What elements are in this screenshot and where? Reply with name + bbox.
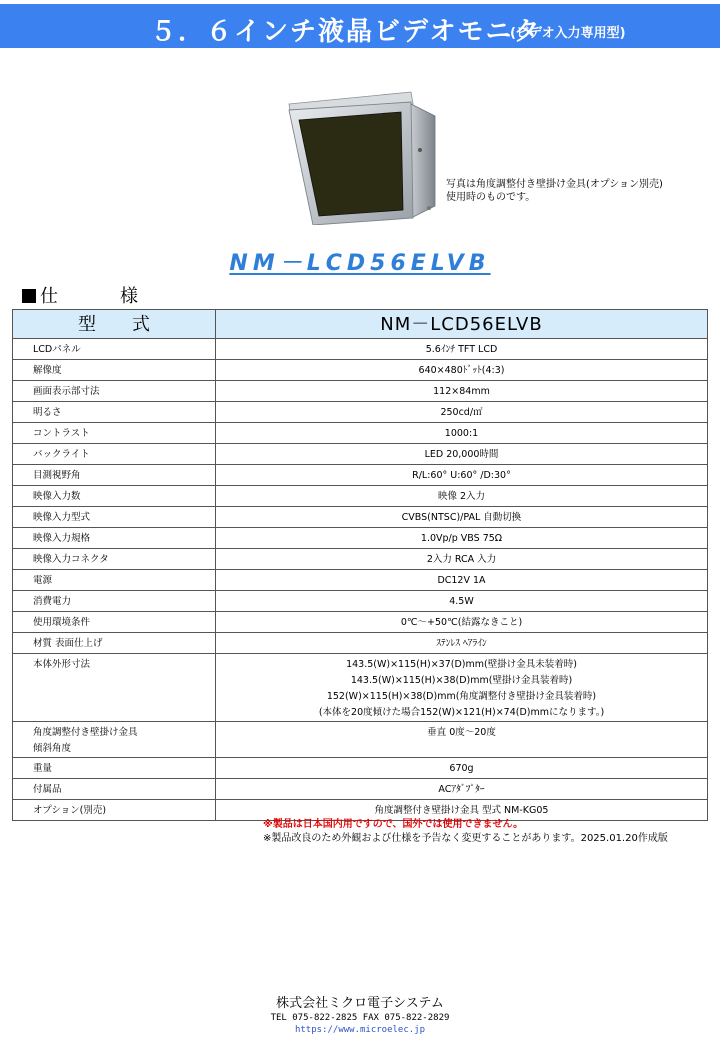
row-value: 2入力 RCA 入力: [216, 549, 708, 570]
page-subtitle: (ビデオ入力専用型): [510, 26, 626, 41]
row-key: 映像入力規格: [13, 528, 216, 549]
row-value: 垂直 0度～20度: [216, 722, 708, 758]
table-row: [13, 758, 708, 779]
row-value: 1000:1: [216, 423, 708, 444]
table-row: [13, 591, 708, 612]
website-link[interactable]: https://www.microelec.jp: [294, 1025, 426, 1035]
table-row: [13, 633, 708, 654]
row-value: 映像 2入力: [216, 486, 708, 507]
table-row: [13, 381, 708, 402]
table-row: [13, 465, 708, 486]
row-key: バックライト: [13, 444, 216, 465]
table-row: [13, 570, 708, 591]
caption-line: 使用時のものです。: [446, 192, 536, 203]
change-note: ※製品改良のため外観および仕様を予告なく変更することがあります。2025.01.20作成版: [263, 833, 668, 844]
row-value: 4.5W: [216, 591, 708, 612]
header-value: NM－LCD56ELVB: [216, 310, 708, 339]
table-row: [13, 339, 708, 360]
row-value: ACｱﾀﾞﾌﾟﾀｰ: [216, 779, 708, 800]
table-row-dimensions: [13, 654, 708, 722]
title-bar: [0, 4, 720, 48]
row-key: 付属品: [13, 779, 216, 800]
domestic-use-note: ※製品は日本国内用ですので、国外では使用できません。: [263, 819, 524, 830]
table-row: [13, 360, 708, 381]
table-row-tilt: [13, 722, 708, 758]
table-row: [13, 549, 708, 570]
row-value: 5.6ｲﾝﾁ TFT LCD: [216, 339, 708, 360]
row-key: 映像入力数: [13, 486, 216, 507]
row-key: 明るさ: [13, 402, 216, 423]
row-key: 材質 表面仕上げ: [13, 633, 216, 654]
row-key: 解像度: [13, 360, 216, 381]
row-value: 1.0Vp/p VBS 75Ω: [216, 528, 708, 549]
row-value: R/L:60° U:60° /D:30°: [216, 465, 708, 486]
caption-line: 写真は角度調整付き壁掛け金具(オプション別売): [446, 179, 663, 190]
row-key: 目測視野角: [13, 465, 216, 486]
model-heading: NM－LCD56ELVB: [229, 251, 491, 276]
table-row: [13, 486, 708, 507]
row-key-line: 角度調整付き壁掛け金具: [33, 727, 138, 738]
row-key: 映像入力型式: [13, 507, 216, 528]
row-value: CVBS(NTSC)/PAL 自動切換: [216, 507, 708, 528]
row-key: 消費電力: [13, 591, 216, 612]
bullet-square-icon: [22, 289, 36, 303]
row-value: 670g: [216, 758, 708, 779]
row-key: 使用環境条件: [13, 612, 216, 633]
row-key-line: 傾斜角度: [33, 743, 72, 754]
row-key: 画面表示部寸法: [13, 381, 216, 402]
dimension-line: 143.5(W)×115(H)×38(D)mm(壁掛け金具装着時): [350, 675, 573, 686]
table-row: [13, 528, 708, 549]
table-row: [13, 402, 708, 423]
table-row: [13, 423, 708, 444]
row-key: 重量: [13, 758, 216, 779]
row-value: 角度調整付き壁掛け金具 型式 NM-KG05: [216, 800, 708, 821]
header-key: 型式: [13, 310, 216, 339]
product-photo: [283, 90, 438, 225]
row-value: 112×84mm: [216, 381, 708, 402]
footer: [0, 996, 720, 1036]
page-title: ５．６インチ液晶ビデオモニタ: [150, 17, 542, 47]
table-row: [13, 779, 708, 800]
table-row: [13, 507, 708, 528]
row-key: 電源: [13, 570, 216, 591]
tel-fax: TEL 075-822-2825 FAX 075-822-2829: [270, 1013, 450, 1023]
row-value: [216, 654, 708, 722]
spec-table-header: [13, 310, 708, 339]
table-row: [13, 612, 708, 633]
row-value: 640×480ﾄﾞｯﾄ(4:3): [216, 360, 708, 381]
row-key: 本体外形寸法: [13, 654, 216, 722]
company-name: 株式会社ミクロ電子システム: [276, 996, 444, 1011]
spec-heading: [22, 282, 138, 308]
row-value: 0℃～+50℃(結露なきこと): [216, 612, 708, 633]
row-key: コントラスト: [13, 423, 216, 444]
spec-table: [12, 309, 708, 821]
dimension-line: 152(W)×115(H)×38(D)mm(角度調整付き壁掛け金具装着時): [326, 691, 597, 702]
dimension-line: 143.5(W)×115(H)×37(D)mm(壁掛け金具未装着時): [346, 659, 577, 670]
table-row: [13, 444, 708, 465]
row-key: オプション(別売): [13, 800, 216, 821]
row-key: 映像入力コネクタ: [13, 549, 216, 570]
photo-caption: [446, 178, 663, 204]
spec-heading-part: 仕: [40, 286, 58, 307]
spec-heading-part: 様: [120, 286, 138, 307]
row-value: ｽﾃﾝﾚｽ ﾍｱﾗｲﾝ: [216, 633, 708, 654]
row-key: LCDパネル: [13, 339, 216, 360]
dimension-line: (本体を20度傾けた場合152(W)×121(H)×74(D)mmになります。): [318, 707, 605, 718]
row-value: 250cd/㎡: [216, 402, 708, 423]
row-value: DC12V 1A: [216, 570, 708, 591]
row-value: LED 20,000時間: [216, 444, 708, 465]
row-key: [13, 722, 216, 758]
